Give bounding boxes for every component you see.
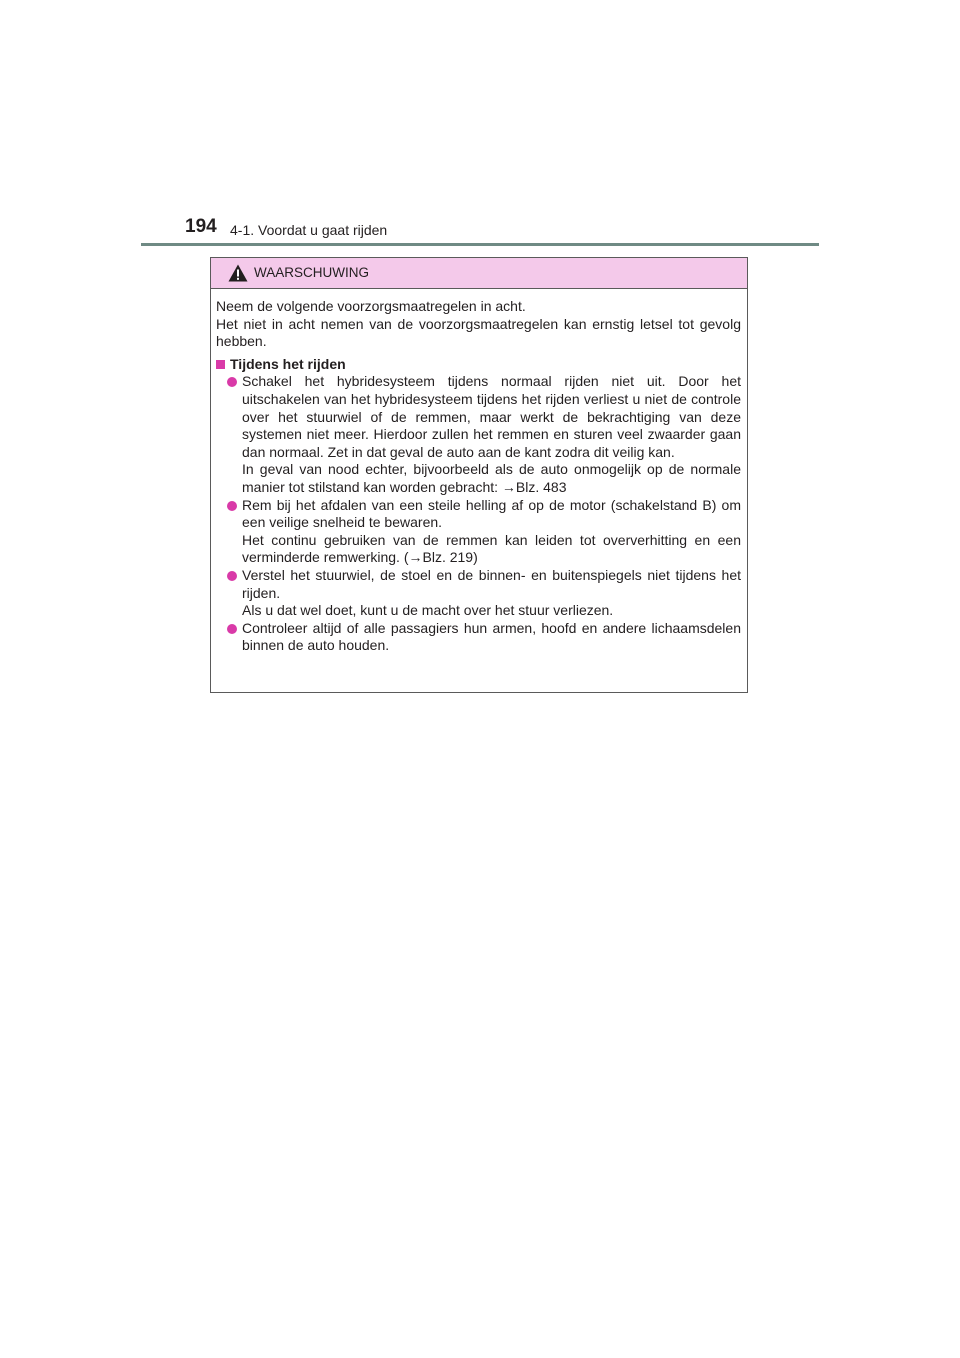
list-item xyxy=(216,620,741,655)
bullet-paragraph: Als u dat wel doet, kunt u de macht over het stuur verliezen. xyxy=(242,602,614,619)
list-item xyxy=(216,373,741,496)
section-title: 4-1. Voordat u gaat rijden xyxy=(230,222,388,238)
warning-box xyxy=(210,257,748,693)
section-heading xyxy=(216,356,741,374)
intro-line: Neem de volgende voorzorgsmaatregelen in acht. xyxy=(216,298,526,314)
section-heading-label: Tijdens het rijden xyxy=(230,355,346,372)
square-bullet-icon xyxy=(216,360,225,369)
bullet-paragraph: Het continu gebruiken van de remmen kan leiden tot oververhitting en een verminderde remwerking. (→Blz. 219) xyxy=(242,531,741,566)
page-number: 194 xyxy=(185,216,217,237)
warning-header xyxy=(211,258,747,289)
list-item xyxy=(216,567,741,620)
bullet-list xyxy=(216,373,741,655)
warning-body xyxy=(211,289,747,655)
bullet-paragraph: Rem bij het afdalen van een steile helling af op de motor (schakelstand B) om een veilige snelheid te bewaren. xyxy=(242,496,741,531)
bullet-paragraph: In geval van nood echter, bijvoorbeeld als de auto onmogelijk op de normale manier tot stilstand kan worden gebracht: →Blz. 483 xyxy=(242,461,741,495)
bullet-paragraph: Controleer altijd of alle passagiers hun armen, hoofd en andere lichaamsdelen binnen de auto houden. xyxy=(242,619,741,654)
bullet-paragraph: Verstel het stuurwiel, de stoel en de binnen- en buitenspiegels niet tijdens het rijden. xyxy=(242,566,741,601)
warning-title: WAARSCHUWING xyxy=(254,265,369,280)
bullet-paragraph: Schakel het hybridesysteem tijdens normaal rijden niet uit. Door het uitschakelen van het hybridesysteem tijdens het rijden verliest u niet de controle over het stuurwiel of de remmen, maar werkt de bekrachtiging van deze systemen niet meer. Hierdoor zullen het remmen en sturen veel zwaarder gaan dan normaal. Zet in dat geval de auto aan de kant zodra dit veilig kan. xyxy=(242,373,741,460)
warning-triangle-icon xyxy=(228,264,248,282)
warning-intro xyxy=(216,298,741,351)
intro-line: Het niet in acht nemen van de voorzorgsmaatregelen kan ernstig letsel tot gevolg hebben. xyxy=(216,315,741,350)
round-bullet-icon xyxy=(227,501,237,511)
header-rule xyxy=(141,243,819,246)
warning-section xyxy=(216,356,741,655)
round-bullet-icon xyxy=(227,571,237,581)
round-bullet-icon xyxy=(227,377,237,387)
round-bullet-icon xyxy=(227,624,237,634)
list-item xyxy=(216,497,741,567)
